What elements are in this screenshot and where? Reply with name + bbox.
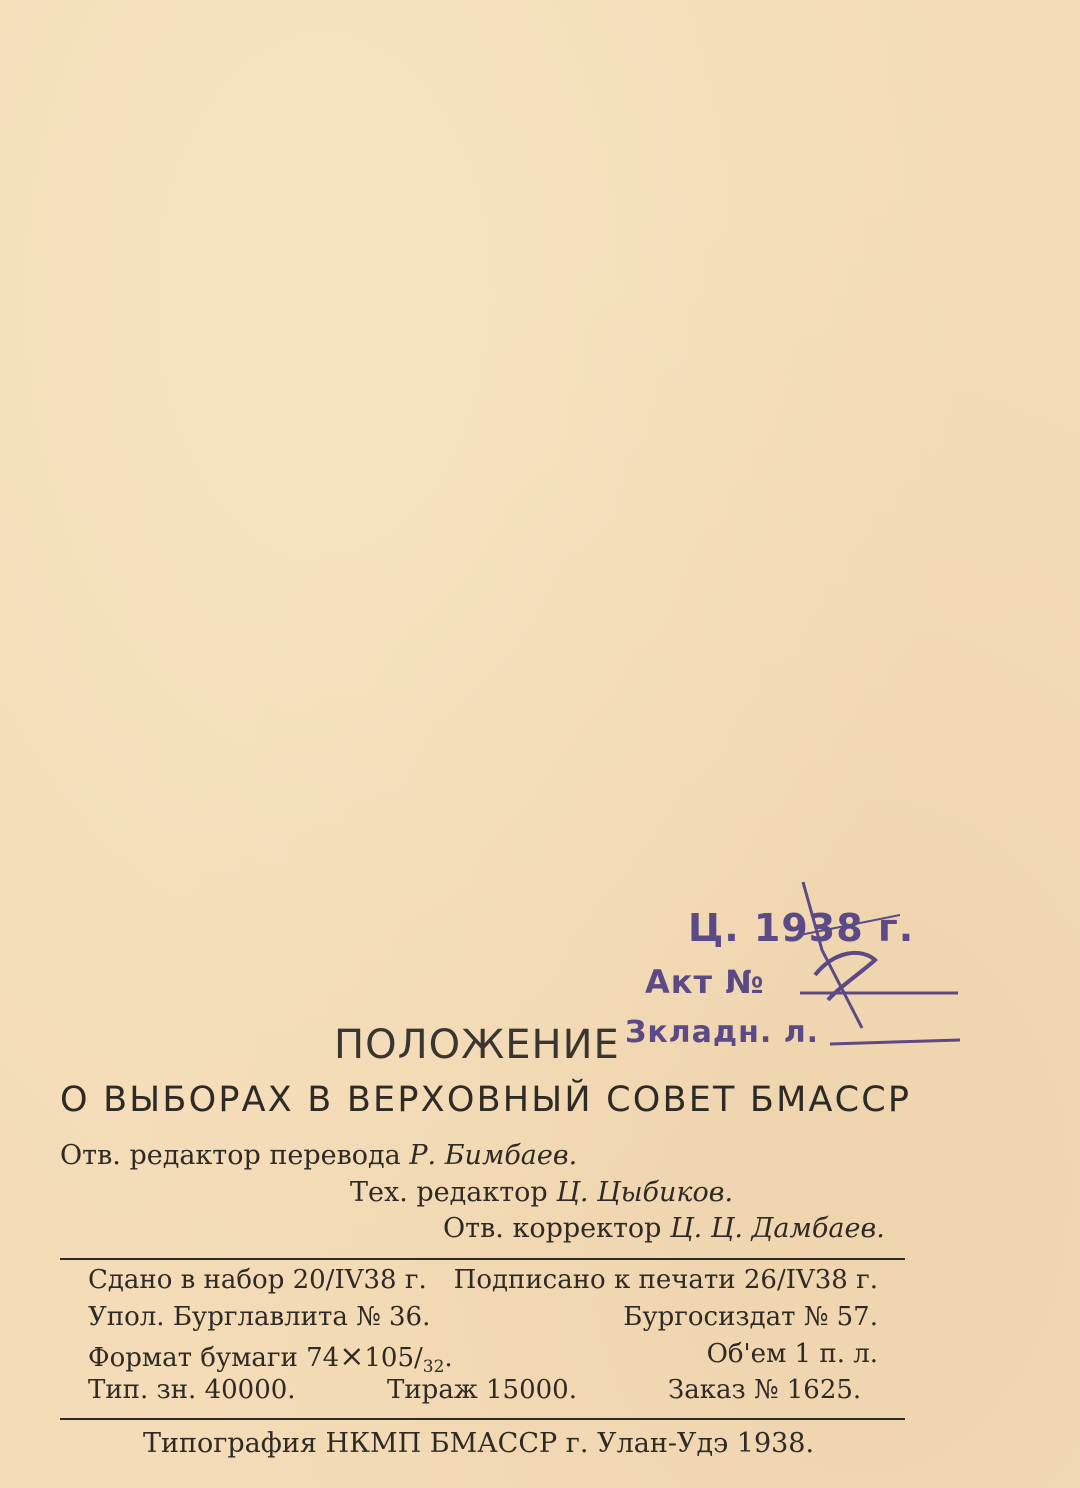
imprint-row [88,1375,878,1411]
signed-date: Подписано к печати 26/IV38 г. [453,1265,878,1295]
document-subtitle: О ВЫБОРАХ В ВЕРХОВНЫЙ СОВЕТ БМАССР [60,1080,912,1120]
format-sub: 32 [422,1357,445,1378]
stamp-act: Акт № [645,963,765,1001]
credit-name: Р. Бимбаев. [409,1140,578,1171]
format-times: × [339,1339,365,1374]
credit-role: Тех. редактор [350,1177,548,1208]
imprint-bottom-rule [60,1418,905,1420]
credit-name: Ц. Ц. Дамбаев. [670,1213,885,1244]
credit-role: Отв. корректор [443,1213,662,1244]
imprint-top-rule [60,1258,905,1260]
imprint-row [88,1302,878,1338]
order-number: Заказ № 1625. [668,1375,862,1405]
format-mid: 105/ [364,1343,423,1373]
stamp-year: Ц. 1938 г. [688,906,915,950]
credit-translation-editor [60,1140,577,1171]
imprint-row [88,1265,878,1301]
credit-role: Отв. редактор перевода [60,1140,401,1171]
volume: Об'ем 1 п. л. [706,1339,878,1369]
publisher-number: Бургосиздат № 57. [623,1302,878,1332]
char-count: Тип. зн. 40000. [88,1375,296,1405]
printer-footer: Типография НКМП БМАССР г. Улан-Удэ 1938. [143,1428,815,1459]
library-stamp [600,880,980,1060]
submitted-date: Сдано в набор 20/IV38 г. [88,1265,427,1295]
format-end: . [444,1343,453,1373]
credit-tech-editor [350,1177,733,1208]
paper-format [88,1339,453,1377]
imprint-row [88,1339,878,1378]
print-run: Тираж 15000. [387,1375,577,1405]
format-prefix: Формат бумаги 74 [88,1343,340,1373]
stamp-sheets: Зкладн. л. [625,1015,820,1050]
credit-name: Ц. Цыбиков. [556,1177,734,1208]
document-title: ПОЛОЖЕНИЕ [334,1022,620,1068]
credit-proofreader [443,1213,885,1244]
censor-number: Упол. Бурглавлита № 36. [88,1302,431,1332]
